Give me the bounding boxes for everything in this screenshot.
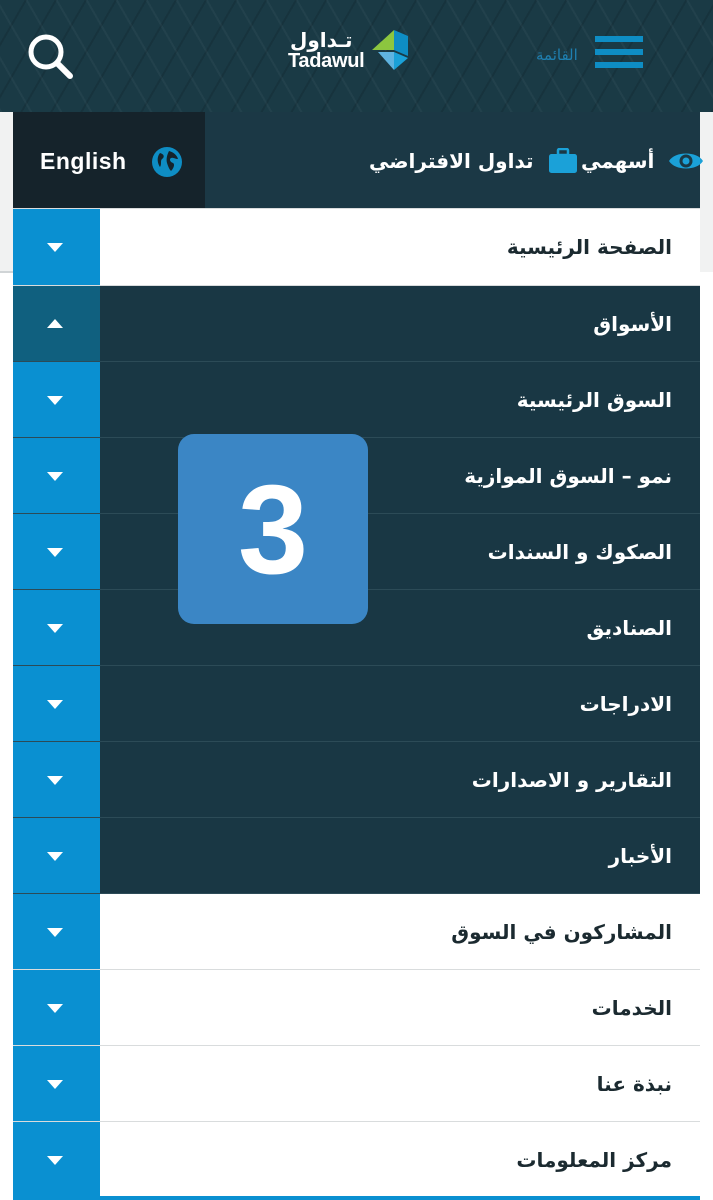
caret-down-icon <box>46 698 64 710</box>
divider <box>0 271 14 273</box>
menu-item-label: الصكوك و السندات <box>487 539 672 564</box>
caret-down-icon <box>46 1154 64 1166</box>
logo-mark-icon <box>364 28 410 72</box>
menu-item-label: الصناديق <box>586 615 672 640</box>
expand-toggle-button[interactable] <box>13 818 100 893</box>
quick-links-bar <box>13 112 700 208</box>
caret-down-icon <box>46 926 64 938</box>
caret-down-icon <box>46 1078 64 1090</box>
logo-arabic-text: تـداول <box>290 28 353 52</box>
menu-item-reports-publications[interactable] <box>13 742 700 818</box>
menu-item-label: المشاركون في السوق <box>451 919 672 944</box>
virtual-trading-label: تداول الافتراضي <box>369 149 534 173</box>
menu-item-label: نمو – السوق الموازية <box>464 463 672 488</box>
caret-up-icon <box>46 318 64 330</box>
caret-down-icon <box>46 241 64 253</box>
menu-item-services[interactable] <box>13 970 700 1046</box>
hamburger-icon[interactable] <box>595 36 643 76</box>
expand-toggle-button[interactable] <box>13 362 100 437</box>
menu-item-label: الصفحة الرئيسية <box>506 235 672 259</box>
language-toggle-button[interactable] <box>13 112 205 208</box>
expand-toggle-button[interactable] <box>13 209 100 285</box>
expand-toggle-button[interactable] <box>13 1046 100 1121</box>
language-label: English <box>40 148 127 174</box>
main-menu-list <box>13 208 700 1198</box>
collapse-toggle-button[interactable] <box>13 286 100 361</box>
menu-panel <box>13 112 700 1198</box>
globe-icon <box>151 146 183 178</box>
caret-down-icon <box>46 470 64 482</box>
menu-item-label: الأسواق <box>593 311 672 336</box>
logo-english-text: Tadawul <box>288 50 365 72</box>
menu-item-main-market[interactable] <box>13 362 700 438</box>
expand-toggle-button[interactable] <box>13 666 100 741</box>
caret-down-icon <box>46 850 64 862</box>
my-stocks-label: أسهمي <box>581 149 655 173</box>
menu-item-label: الأخبار <box>608 843 672 868</box>
tadawul-logo[interactable] <box>284 24 414 84</box>
top-header <box>0 0 713 112</box>
menu-bottom-edge <box>13 1196 700 1200</box>
menu-item-label: التقارير و الاصدارات <box>471 767 672 792</box>
caret-down-icon <box>46 546 64 558</box>
menu-item-about-us[interactable] <box>13 1046 700 1122</box>
expand-toggle-button[interactable] <box>13 894 100 969</box>
menu-label[interactable]: القائمة <box>536 46 578 64</box>
menu-item-label: مركز المعلومات <box>516 1147 672 1172</box>
menu-item-label: نبذة عنا <box>596 1071 672 1096</box>
menu-item-markets[interactable] <box>13 286 700 362</box>
briefcase-icon <box>548 148 578 174</box>
expand-toggle-button[interactable] <box>13 970 100 1045</box>
caret-down-icon <box>46 774 64 786</box>
expand-toggle-button[interactable] <box>13 438 100 513</box>
expand-toggle-button[interactable] <box>13 1122 100 1197</box>
menu-item-home[interactable] <box>13 208 700 286</box>
my-stocks-link[interactable] <box>581 144 704 178</box>
expand-toggle-button[interactable] <box>13 742 100 817</box>
eye-icon <box>668 149 704 173</box>
menu-item-label: الخدمات <box>591 995 672 1020</box>
menu-item-information-center[interactable] <box>13 1122 700 1198</box>
menu-item-label: السوق الرئيسية <box>516 387 672 412</box>
search-icon[interactable] <box>26 32 76 82</box>
caret-down-icon <box>46 622 64 634</box>
menu-item-news[interactable] <box>13 818 700 894</box>
step-number-badge: 3 <box>178 434 368 624</box>
caret-down-icon <box>46 394 64 406</box>
expand-toggle-button[interactable] <box>13 590 100 665</box>
menu-item-label: الادراجات <box>579 691 672 716</box>
expand-toggle-button[interactable] <box>13 514 100 589</box>
menu-item-listings[interactable] <box>13 666 700 742</box>
caret-down-icon <box>46 1002 64 1014</box>
virtual-trading-link[interactable] <box>369 144 578 178</box>
menu-item-market-participants[interactable] <box>13 894 700 970</box>
